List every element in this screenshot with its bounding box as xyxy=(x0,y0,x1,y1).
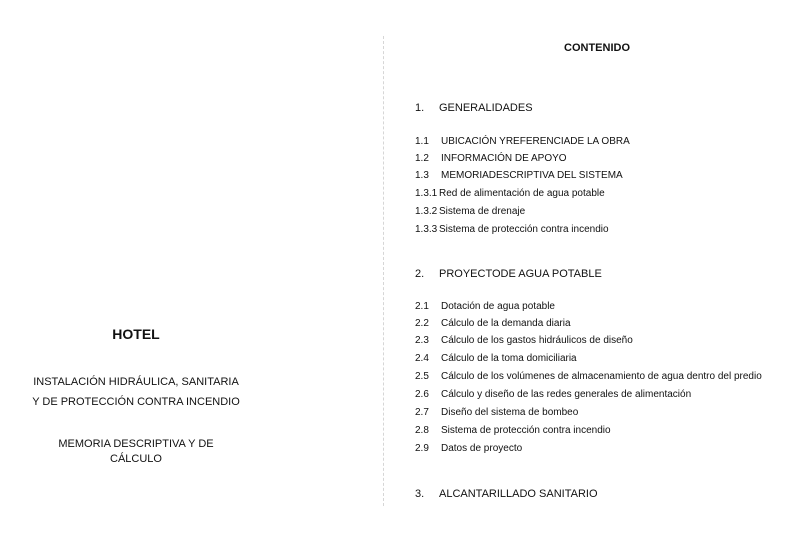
page-divider xyxy=(383,36,384,506)
toc-item-label: Cálculo y diseño de las redes generales de alimentación xyxy=(441,389,692,400)
toc-item-2-9 xyxy=(415,443,522,454)
toc-section-label: GENERALIDADES xyxy=(439,102,533,114)
cover-subtitle xyxy=(0,372,272,412)
toc-item-label: Sistema de protección contra incendio xyxy=(441,425,611,436)
toc-item-2-1 xyxy=(415,301,555,312)
toc-item-2-2 xyxy=(415,318,571,329)
cover-document-type-line-2: CÁLCULO xyxy=(110,453,162,465)
toc-item-number: 1.3 xyxy=(415,170,429,181)
toc-item-2-6 xyxy=(415,389,691,400)
toc-item-label: Sistema de protección contra incendio xyxy=(439,224,609,235)
cover-title: HOTEL xyxy=(112,326,160,342)
toc-item-2-5 xyxy=(415,371,762,382)
toc-item-label: Datos de proyecto xyxy=(441,443,523,454)
toc-section-1 xyxy=(415,102,533,114)
toc-item-number: 2.6 xyxy=(415,389,429,400)
cover-document-type xyxy=(0,437,272,467)
toc-item-2-4 xyxy=(415,353,577,364)
toc-item-1-3-3 xyxy=(415,224,609,235)
toc-section-number: 1. xyxy=(415,102,425,114)
toc-section-number: 2. xyxy=(415,268,425,280)
toc-item-number: 2.2 xyxy=(415,318,429,329)
toc-item-number: 1.3.2 xyxy=(415,206,438,217)
toc-item-number: 1.2 xyxy=(415,153,429,164)
toc-item-number: 2.1 xyxy=(415,301,429,312)
toc-item-label: Cálculo de los volúmenes de almacenamiento de agua dentro del predio xyxy=(441,371,762,382)
toc-section-label: PROYECTODE AGUA POTABLE xyxy=(439,268,602,280)
toc-item-label: INFORMACIÓN DE APOYO xyxy=(441,153,567,164)
toc-section-number: 3. xyxy=(415,488,425,500)
cover-document-type-line-1: MEMORIA DESCRIPTIVA Y DE xyxy=(58,438,214,450)
toc-item-label: Diseño del sistema de bombeo xyxy=(441,407,579,418)
table-of-contents xyxy=(385,0,800,539)
toc-item-label: UBICACIÓN YREFERENCIADE LA OBRA xyxy=(441,136,630,147)
toc-item-number: 2.4 xyxy=(415,353,429,364)
toc-section-label: ALCANTARILLADO SANITARIO xyxy=(439,488,598,500)
toc-item-label: Cálculo de la toma domiciliaria xyxy=(441,353,577,364)
toc-item-label: Cálculo de la demanda diaria xyxy=(441,318,571,329)
toc-section-2 xyxy=(415,268,602,280)
toc-item-1-3 xyxy=(415,170,623,181)
toc-item-label: Red de alimentación de agua potable xyxy=(439,188,605,199)
cover-page xyxy=(0,0,385,539)
toc-item-1-3-1 xyxy=(415,188,605,199)
toc-item-1-2 xyxy=(415,153,567,164)
toc-item-label: MEMORIADESCRIPTIVA DEL SISTEMA xyxy=(441,170,623,181)
toc-title: CONTENIDO xyxy=(564,42,630,54)
toc-item-number: 2.8 xyxy=(415,425,429,436)
toc-item-number: 2.3 xyxy=(415,335,429,346)
toc-item-1-3-2 xyxy=(415,206,525,217)
toc-item-2-8 xyxy=(415,425,611,436)
toc-item-number: 2.9 xyxy=(415,443,429,454)
toc-item-number: 1.1 xyxy=(415,136,429,147)
toc-item-number: 2.5 xyxy=(415,371,429,382)
toc-item-1-1 xyxy=(415,136,630,147)
toc-item-number: 2.7 xyxy=(415,407,429,418)
toc-section-3 xyxy=(415,488,598,500)
toc-item-number: 1.3.1 xyxy=(415,188,438,199)
toc-item-number: 1.3.3 xyxy=(415,224,438,235)
cover-subtitle-line-2: Y DE PROTECCIÓN CONTRA INCENDIO xyxy=(32,396,240,408)
toc-item-2-3 xyxy=(415,335,633,346)
toc-item-2-7 xyxy=(415,407,578,418)
cover-subtitle-line-1: INSTALACIÓN HIDRÁULICA, SANITARIA xyxy=(33,376,239,388)
toc-item-label: Sistema de drenaje xyxy=(439,206,526,217)
toc-item-label: Dotación de agua potable xyxy=(441,301,555,312)
toc-item-label: Cálculo de los gastos hidráulicos de diseño xyxy=(441,335,633,346)
